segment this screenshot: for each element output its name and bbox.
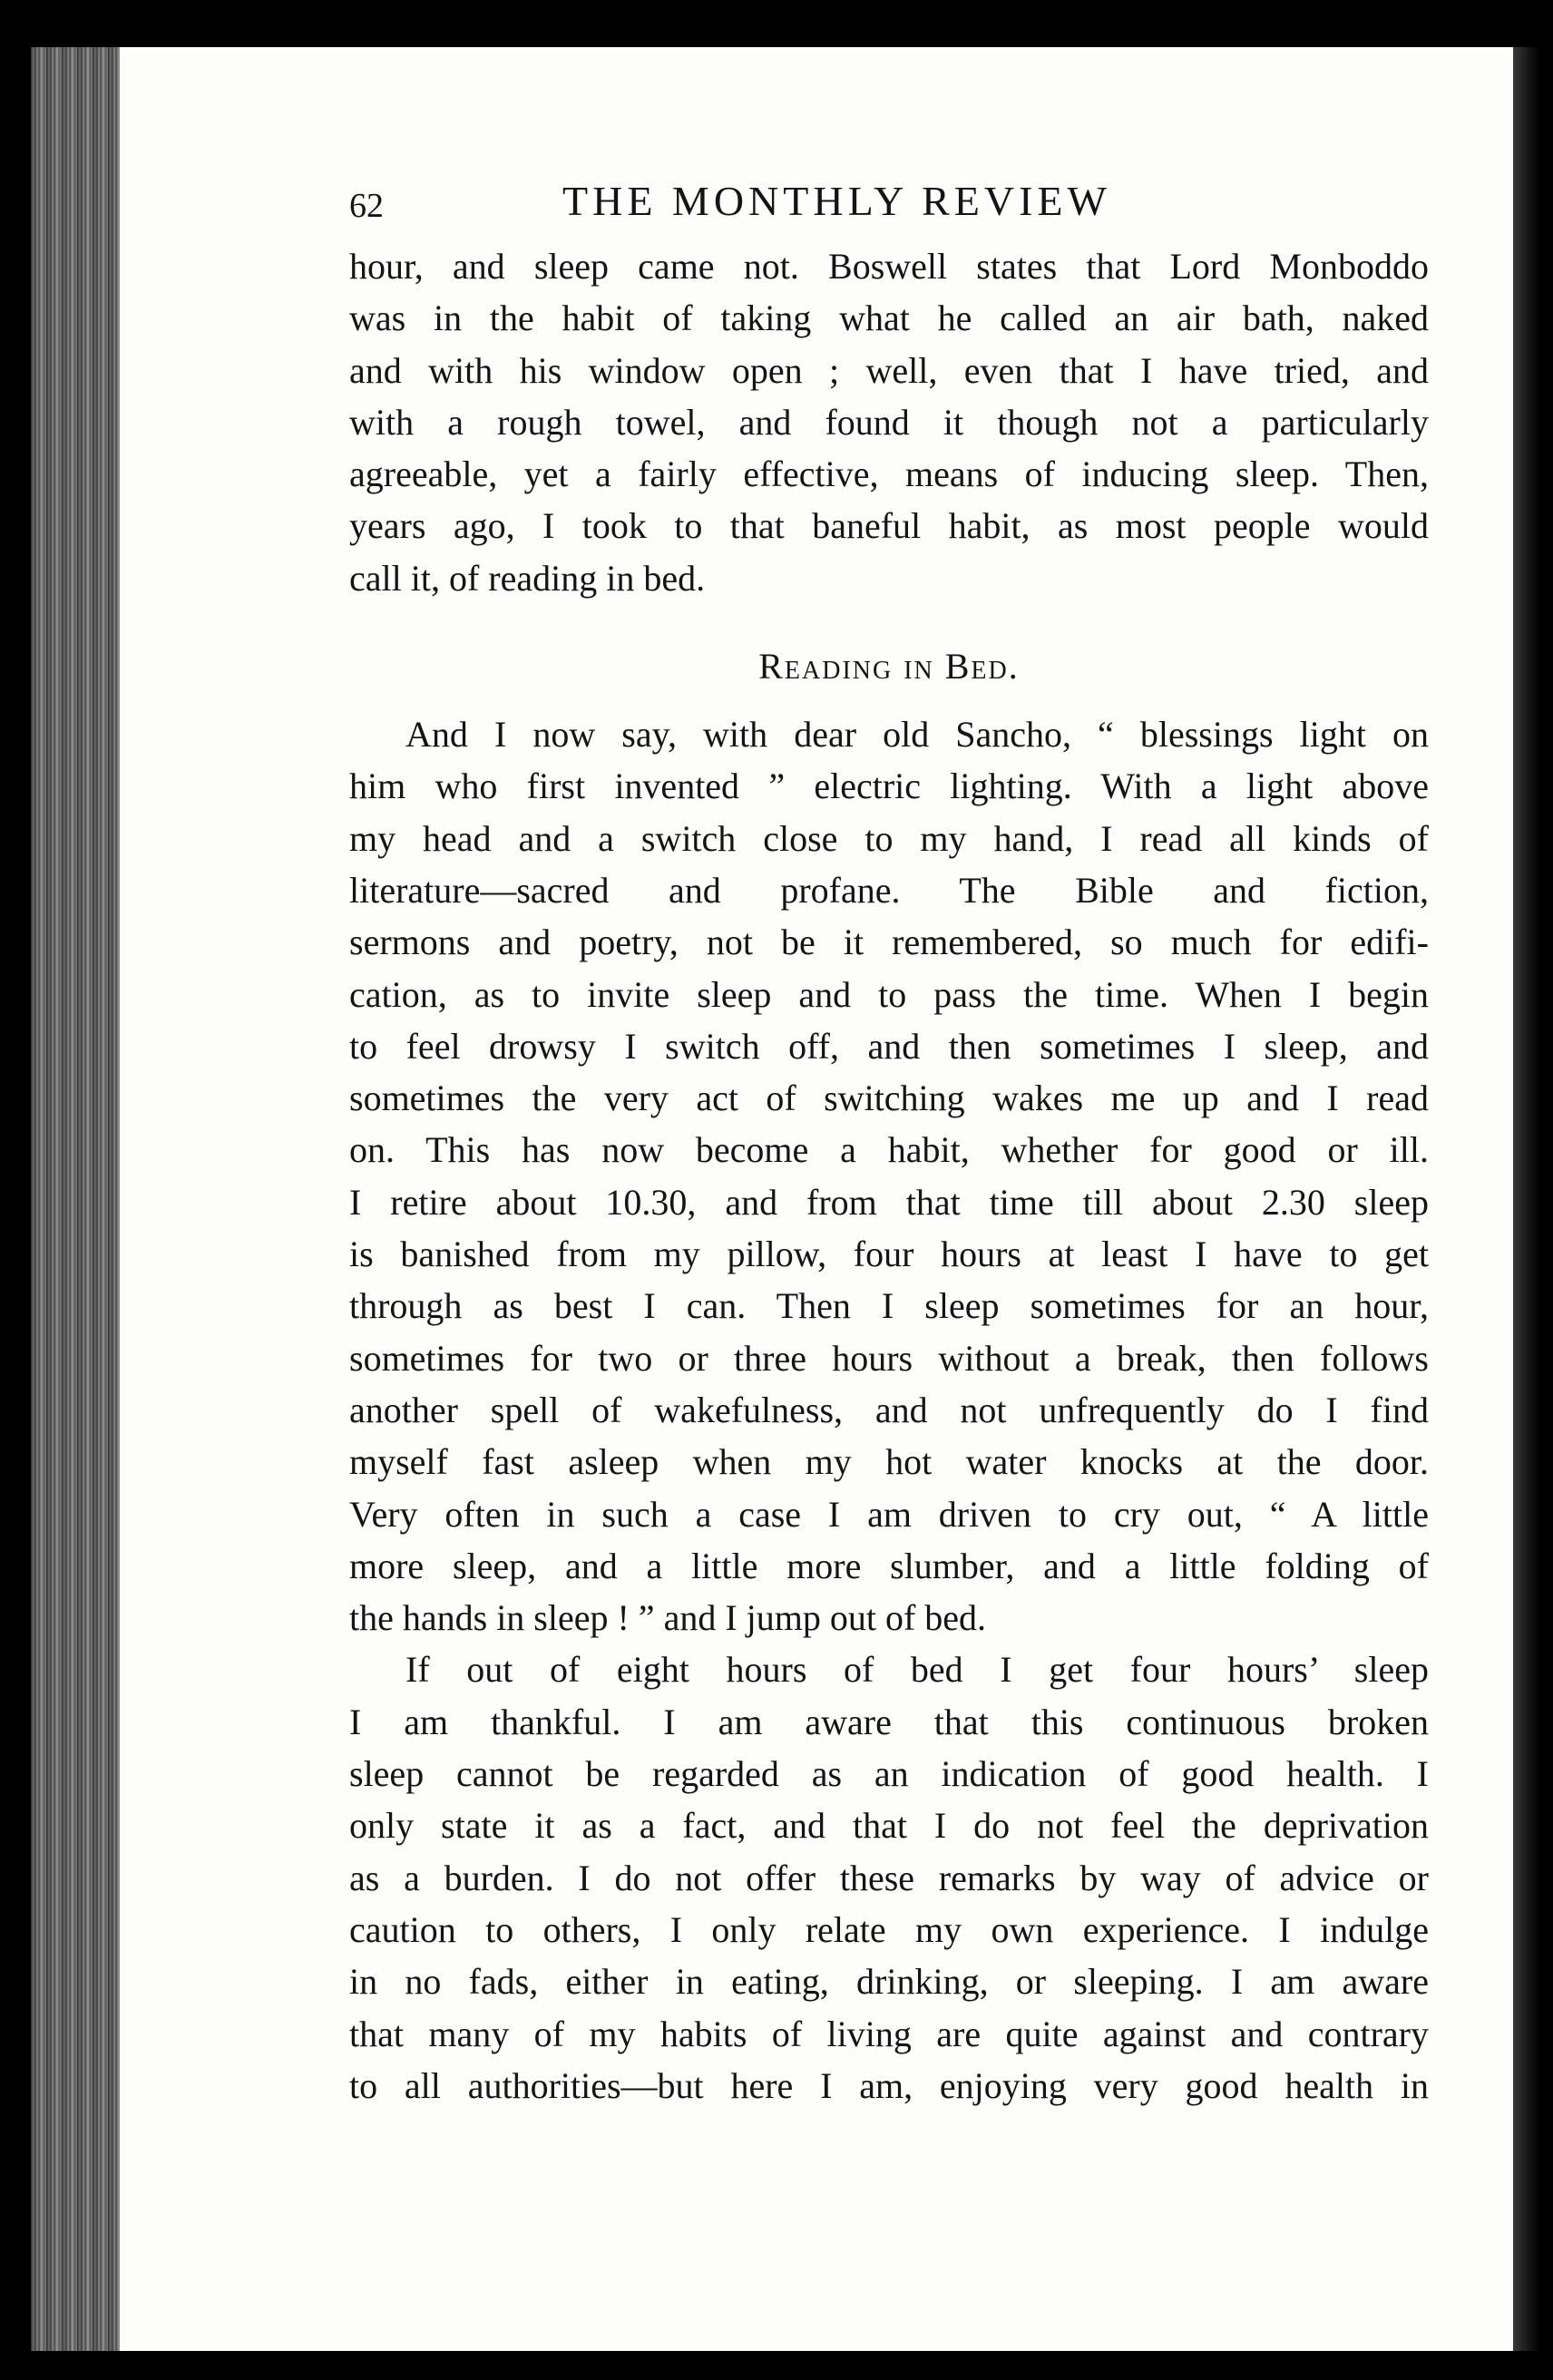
text-line: sometimes the very act of switching wakes me up and I read: [349, 1078, 1429, 1119]
text-line: him who first invented ” electric lighting. With a light above: [349, 766, 1429, 807]
text-line: agreeable, yet a fairly effective, means of inducing sleep. Then,: [349, 454, 1429, 495]
text-line: on. This has now become a habit, whether for good or ill.: [349, 1129, 1429, 1171]
text-line: more sleep, and a little more slumber, and a little folding of: [349, 1545, 1429, 1586]
text-line: call it, of reading in bed.: [349, 557, 706, 599]
text-line: Very often in such a case I am driven to cry out, “ A little: [349, 1493, 1429, 1535]
text-line: And I now say, with dear old Sancho, “ blessings light on: [405, 714, 1429, 756]
text-line: sleep cannot be regarded as an indication of good health. I: [349, 1753, 1429, 1795]
running-head: [349, 177, 1429, 240]
text-line: as a burden. I do not offer these remarks by way of advice or: [349, 1857, 1429, 1898]
text-line: I am thankful. I am aware that this continuous broken: [349, 1701, 1429, 1742]
text-line: that many of my habits of living are quite against and contrary: [349, 2013, 1429, 2054]
section-heading: Reading in Bed.: [758, 646, 1020, 688]
text-line: I retire about 10.30, and from that time till about 2.30 sleep: [349, 1181, 1429, 1223]
text-line: cation, as to invite sleep and to pass the time. When I begin: [349, 973, 1429, 1015]
paragraph-3: [349, 1644, 1429, 2112]
text-line: myself fast asleep when my hot water knocks at the door.: [349, 1441, 1429, 1483]
text-line: another spell of wakefulness, and not unfrequently do I find: [349, 1389, 1429, 1430]
text-line: caution to others, I only relate my own experience. I indulge: [349, 1908, 1429, 1950]
text-line: If out of eight hours of bed I get four hours’ sleep: [405, 1649, 1429, 1691]
text-line: years ago, I took to that baneful habit, as most people would: [349, 505, 1429, 547]
text-line: was in the habit of taking what he called an air bath, naked: [349, 298, 1429, 339]
text-line: only state it as a fact, and that I do not feel the deprivation: [349, 1805, 1429, 1847]
journal-title: THE MONTHLY REVIEW: [562, 178, 1111, 224]
page-edge-strip: [31, 47, 122, 2351]
text-line: and with his window open ; well, even that I have tried, and: [349, 349, 1429, 391]
text-line: in no fads, either in eating, drinking, or sleeping. I am aware: [349, 1961, 1429, 2003]
page-content: [349, 177, 1429, 2112]
text-line: hour, and sleep came not. Boswell states that Lord Monboddo: [349, 246, 1429, 287]
text-line: the hands in sleep ! ” and I jump out of bed.: [349, 1597, 987, 1639]
text-line: is banished from my pillow, four hours at least I have to get: [349, 1234, 1429, 1275]
text-line: through as best I can. Then I sleep sometimes for an hour,: [349, 1285, 1429, 1327]
text-line: literature—sacred and profane. The Bible and fiction,: [349, 869, 1429, 911]
text-line: sometimes for two or three hours without a break, then follows: [349, 1337, 1429, 1379]
page-number: 62: [349, 187, 384, 225]
fore-edge-shadow: [1513, 47, 1540, 2351]
text-line: to all authorities—but here I am, enjoying very good health in: [349, 2064, 1429, 2106]
paragraph-2: [349, 708, 1429, 1644]
text-line: sermons and poetry, not be it remembered, so much for edifi-: [349, 922, 1429, 963]
text-line: to feel drowsy I switch off, and then sometimes I sleep, and: [349, 1025, 1429, 1067]
text-line: my head and a switch close to my hand, I read all kinds of: [349, 817, 1429, 859]
paragraph-1: [349, 240, 1429, 604]
text-line: with a rough towel, and found it though not a particularly: [349, 401, 1429, 443]
